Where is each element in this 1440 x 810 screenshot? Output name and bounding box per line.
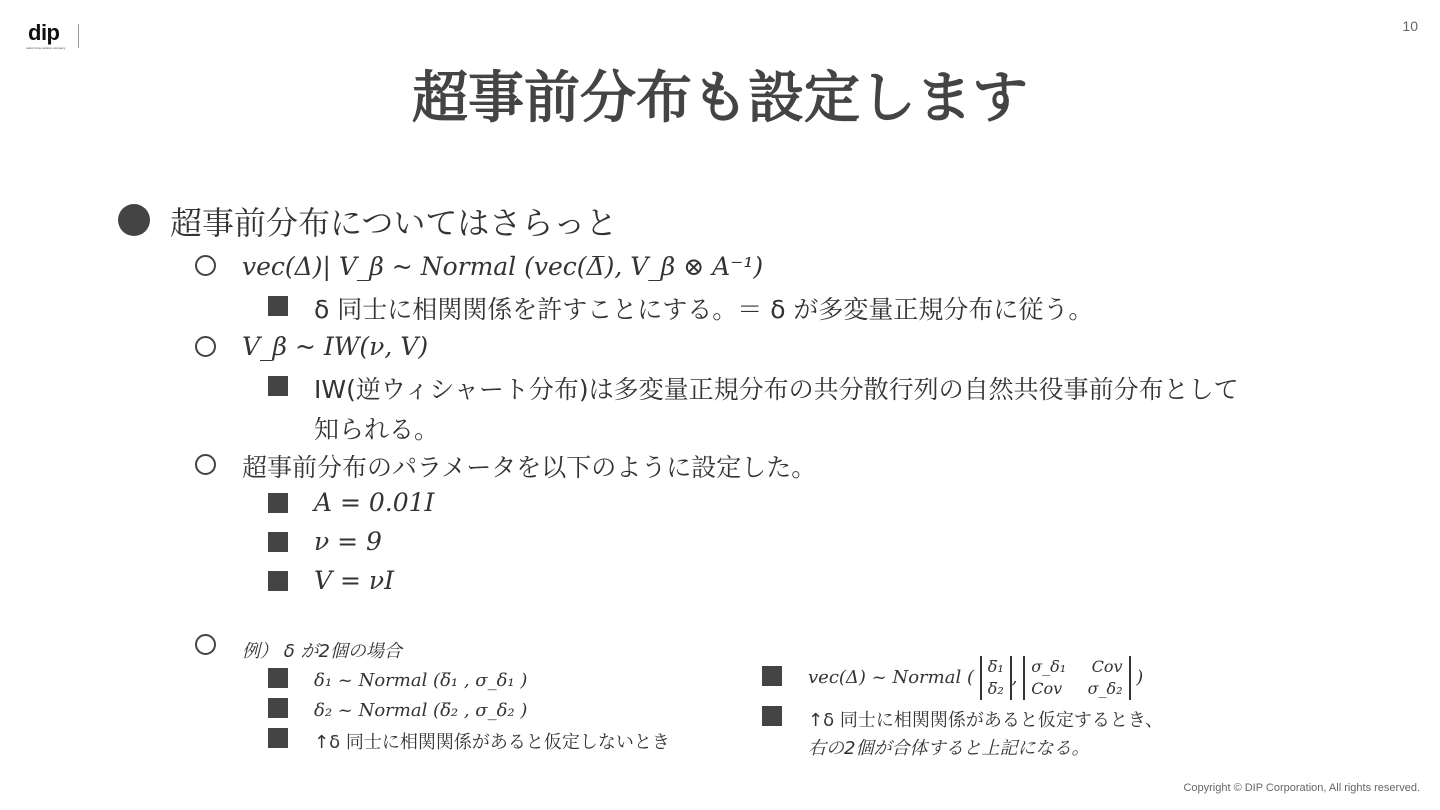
bullet-square bbox=[268, 532, 288, 552]
params-heading: 超事前分布のパラメータを以下のように設定した。 bbox=[242, 453, 817, 482]
joint-suffix: ) bbox=[1136, 667, 1144, 688]
bullet-circle bbox=[195, 634, 216, 655]
bullet-square bbox=[268, 376, 288, 396]
iw-note-line1: IW(逆ウィシャート分布)は多変量正規分布の共分散行列の自然共役事前分布として bbox=[314, 375, 1239, 404]
vec-delta-formula: vec(Δ)| V_β ~ Normal (vec(Δ̅), V_β ⊗ A⁻¹) bbox=[242, 252, 764, 281]
mean-2: δ̅₂ bbox=[987, 679, 1004, 698]
iw-note-line2: 知られる。 bbox=[314, 415, 440, 444]
bullet-disc bbox=[118, 204, 150, 236]
cov-11: σ_δ₁ bbox=[1031, 657, 1067, 676]
delta1-formula: δ₁ ~ Normal (δ̅₁ , σ_δ₁ ) bbox=[314, 670, 528, 691]
company-logo bbox=[26, 20, 82, 52]
covariance-matrix bbox=[1023, 656, 1130, 700]
joint-formula: vec(Δ) ~ Normal ( δ̅₁ δ̅₂ , σ_δ₁ Cov Cov σ_δ₂ ) bbox=[808, 657, 1144, 698]
bullet-square bbox=[762, 706, 782, 726]
cov-22: σ_δ₂ bbox=[1087, 679, 1123, 698]
cov-21: Cov bbox=[1031, 679, 1063, 698]
param-nu: ν = 9 bbox=[314, 527, 382, 556]
bullet-square bbox=[762, 666, 782, 686]
param-a: A = 0.01I bbox=[314, 488, 435, 517]
logo-tagline: Labor force solution company bbox=[26, 46, 66, 50]
no-correlation-note: ↑δ 同士に相関関係があると仮定しないとき bbox=[314, 732, 670, 753]
logo-wordmark: dip bbox=[28, 20, 60, 45]
page-number: 10 bbox=[1402, 18, 1418, 34]
mean-1: δ̅₁ bbox=[987, 657, 1004, 676]
mean-vector bbox=[980, 656, 1012, 700]
example-heading: 例） δ が2個の場合 bbox=[242, 641, 402, 662]
bullet-square bbox=[268, 571, 288, 591]
vbeta-formula: V_β ~ IW(ν, V) bbox=[242, 332, 429, 361]
bullet-circle bbox=[195, 255, 216, 276]
cov-12: Cov bbox=[1091, 657, 1123, 676]
bullet-circle bbox=[195, 336, 216, 357]
bullet-square bbox=[268, 698, 288, 718]
param-v: V = νI bbox=[314, 566, 394, 595]
slide-title: 超事前分布も設定します bbox=[412, 66, 1028, 131]
bullet-square bbox=[268, 296, 288, 316]
correlation-note: δ 同士に相関関係を許すことにする。＝ δ が多変量正規分布に従う。 bbox=[314, 295, 1094, 324]
joint-prefix: vec(Δ) ~ Normal ( bbox=[808, 667, 974, 688]
bullet-circle bbox=[195, 454, 216, 475]
correlation-note-line1: ↑δ 同士に相関関係があると仮定するとき、 bbox=[808, 710, 1164, 731]
bullet-square bbox=[268, 728, 288, 748]
main-bullet-text: 超事前分布についてはさらっと bbox=[170, 204, 618, 242]
delta2-formula: δ₂ ~ Normal (δ̅₂ , σ_δ₂ ) bbox=[314, 700, 528, 721]
bullet-square bbox=[268, 493, 288, 513]
correlation-note-line2: 右の2個が合体すると上記になる。 bbox=[808, 738, 1090, 759]
logo-divider bbox=[78, 24, 79, 48]
copyright-notice: Copyright © DIP Corporation, All rights reserved. bbox=[1183, 782, 1420, 794]
bullet-square bbox=[268, 668, 288, 688]
